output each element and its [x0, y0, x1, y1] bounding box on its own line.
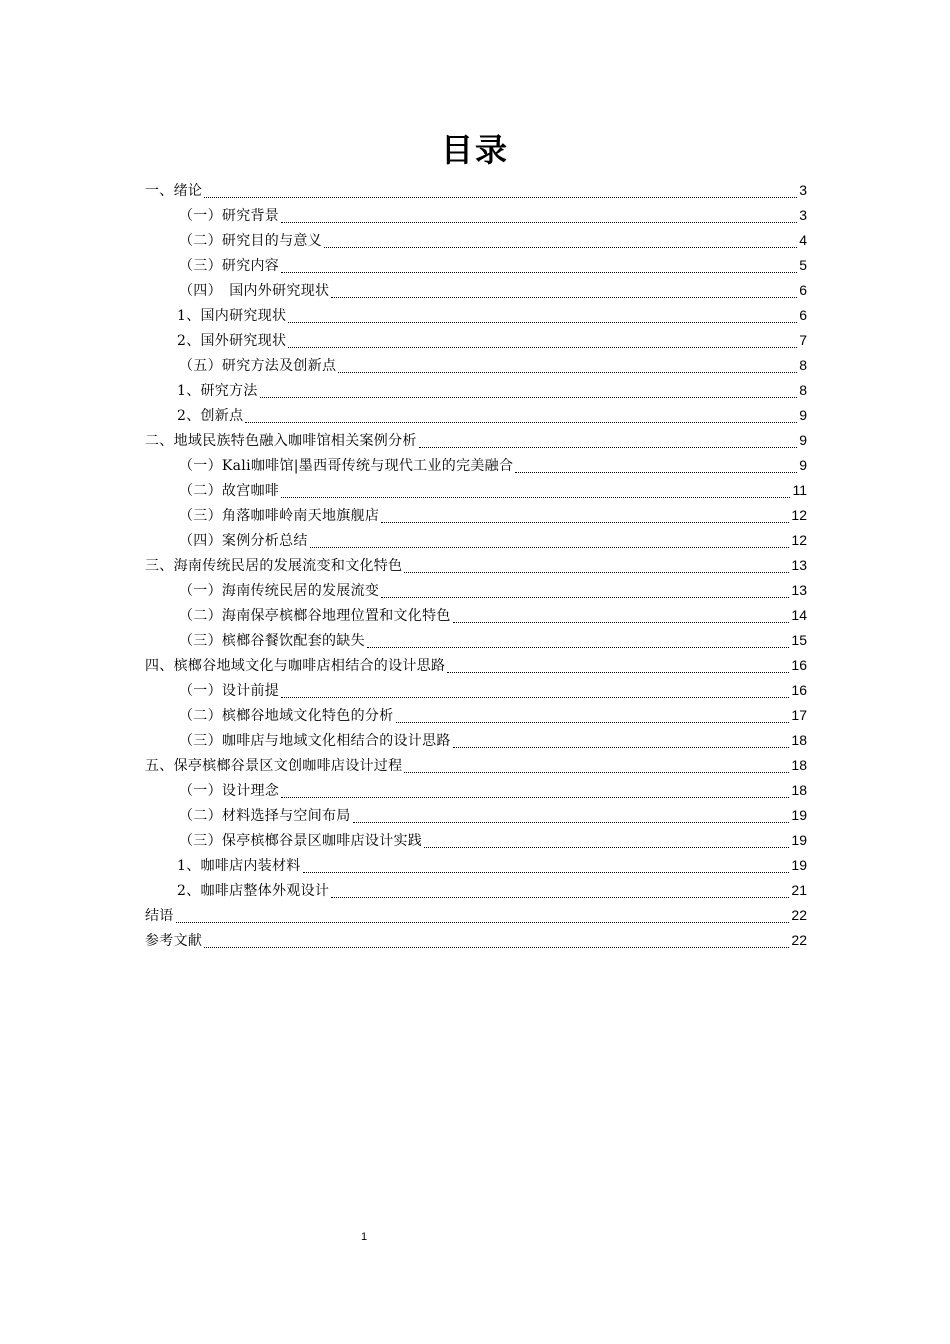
toc-entry-title: （五）研究方法及创新点: [179, 358, 337, 374]
toc-entry-title: （二）研究目的与意义: [179, 233, 322, 249]
dot-leader: [424, 846, 789, 848]
toc-entry[interactable]: [145, 353, 807, 378]
toc-entry-title: （二）材料选择与空间布局: [179, 808, 351, 824]
toc-entry[interactable]: [145, 853, 807, 878]
toc-entry-page-number: 8: [799, 357, 807, 373]
toc-entry-title: （三）槟榔谷餐饮配套的缺失: [179, 633, 365, 649]
toc-entry-page-number: 17: [791, 707, 807, 723]
toc-entry-page-number: 18: [791, 757, 807, 773]
toc-entry-title: 1、研究方法: [177, 383, 258, 399]
toc-entry[interactable]: [145, 753, 807, 778]
toc-entry-page-number: 12: [791, 507, 807, 523]
page-title: 目录: [440, 131, 509, 169]
dot-leader: [353, 821, 790, 823]
toc-entry-page-number: 4: [799, 232, 807, 248]
toc-entry[interactable]: [145, 728, 807, 753]
toc-entry-page-number: 13: [791, 557, 807, 573]
toc-entry-page-number: 19: [791, 807, 807, 823]
dot-leader: [404, 771, 789, 773]
toc-entry-page-number: 7: [799, 332, 807, 348]
toc-entry[interactable]: [145, 878, 807, 903]
toc-entry-title: （二）故宫咖啡: [179, 483, 280, 499]
toc-entry-title: 参考文献: [145, 933, 203, 949]
dot-leader: [404, 571, 789, 573]
toc-entry[interactable]: [145, 903, 807, 928]
toc-entry[interactable]: [145, 328, 807, 353]
toc-entry-page-number: 3: [799, 207, 807, 223]
toc-entry-title: （一）研究背景: [179, 208, 280, 224]
toc-entry[interactable]: [145, 928, 807, 953]
toc-entry[interactable]: [145, 503, 807, 528]
toc-entry-title: （一）海南传统民居的发展流变: [179, 583, 380, 599]
toc-entry-page-number: 16: [791, 657, 807, 673]
toc-entry[interactable]: [145, 803, 807, 828]
toc-entry[interactable]: [145, 828, 807, 853]
toc-entry-page-number: 18: [791, 732, 807, 748]
dot-leader: [331, 296, 797, 298]
toc-entry-page-number: 6: [799, 282, 807, 298]
toc-entry[interactable]: [145, 453, 807, 478]
dot-leader: [245, 421, 797, 423]
toc-entry-page-number: 9: [799, 457, 807, 473]
toc-entry-page-number: 13: [791, 582, 807, 598]
toc-entry[interactable]: [145, 653, 807, 678]
toc-entry[interactable]: [145, 478, 807, 503]
toc-entry-title: 四、槟榔谷地域文化与咖啡店相结合的设计思路: [145, 658, 446, 674]
toc-entry-page-number: 9: [799, 432, 807, 448]
toc-entry-title: （三）角落咖啡岭南天地旗舰店: [179, 508, 380, 524]
toc-entry[interactable]: [145, 778, 807, 803]
dot-leader: [310, 546, 790, 548]
toc-entry-title: （三）研究内容: [179, 258, 280, 274]
toc-entry-page-number: 18: [791, 782, 807, 798]
toc-entry-title: （二）海南保亭槟榔谷地理位置和文化特色: [179, 608, 451, 624]
toc-entry-title: （一）Kali咖啡馆|墨西哥传统与现代工业的完美融合: [179, 458, 514, 474]
toc-entry[interactable]: [145, 178, 807, 203]
dot-leader: [338, 371, 797, 373]
dot-leader: [367, 646, 790, 648]
page-number: 1: [360, 1231, 368, 1243]
toc-entry[interactable]: [145, 253, 807, 278]
dot-leader: [204, 196, 797, 198]
toc-entry-page-number: 5: [799, 257, 807, 273]
dot-leader: [288, 321, 797, 323]
toc-entry-title: （四）案例分析总结: [179, 533, 308, 549]
toc-entry[interactable]: [145, 378, 807, 403]
toc-entry-page-number: 19: [791, 857, 807, 873]
dot-leader: [260, 396, 797, 398]
dot-leader: [331, 896, 789, 898]
dot-leader: [396, 721, 790, 723]
dot-leader: [419, 446, 798, 448]
toc-entry-title: （一）设计前提: [179, 683, 280, 699]
toc-entry-page-number: 11: [792, 482, 807, 498]
table-of-contents: [145, 178, 807, 953]
toc-entry-page-number: 8: [799, 382, 807, 398]
dot-leader: [453, 746, 790, 748]
toc-entry-page-number: 16: [791, 682, 807, 698]
dot-leader: [281, 271, 797, 273]
toc-entry-title: 2、创新点: [177, 408, 244, 424]
toc-entry[interactable]: [145, 603, 807, 628]
toc-entry-page-number: 22: [791, 932, 807, 948]
dot-leader: [288, 346, 797, 348]
toc-entry-page-number: 22: [791, 907, 807, 923]
toc-entry-page-number: 14: [791, 607, 807, 623]
toc-entry-page-number: 3: [799, 182, 807, 198]
toc-entry-title: 2、国外研究现状: [177, 333, 287, 349]
toc-entry[interactable]: [145, 303, 807, 328]
dot-leader: [381, 596, 789, 598]
toc-entry-page-number: 19: [791, 832, 807, 848]
toc-entry-title: （一）设计理念: [179, 783, 280, 799]
dot-leader: [515, 471, 797, 473]
toc-entry-page-number: 12: [791, 532, 807, 548]
toc-entry-title: 二、地域民族特色融入咖啡馆相关案例分析: [145, 433, 417, 449]
toc-entry[interactable]: [145, 403, 807, 428]
dot-leader: [324, 246, 797, 248]
dot-leader: [204, 946, 789, 948]
toc-entry[interactable]: [145, 228, 807, 253]
toc-entry-title: 结语: [145, 908, 174, 924]
toc-entry-title: 2、咖啡店整体外观设计: [177, 883, 330, 899]
dot-leader: [453, 621, 790, 623]
toc-entry[interactable]: [145, 553, 807, 578]
toc-entry-title: （四） 国内外研究现状: [179, 283, 330, 299]
toc-entry-title: 1、咖啡店内装材料: [177, 858, 301, 874]
dot-leader: [281, 221, 797, 223]
toc-entry-title: （三）咖啡店与地域文化相结合的设计思路: [179, 733, 451, 749]
toc-entry-title: （二）槟榔谷地域文化特色的分析: [179, 708, 394, 724]
toc-entry-title: （三）保亭槟榔谷景区咖啡店设计实践: [179, 833, 423, 849]
toc-entry[interactable]: [145, 203, 807, 228]
toc-entry-title: 一、绪论: [145, 183, 203, 199]
dot-leader: [176, 921, 790, 923]
toc-entry[interactable]: [145, 703, 807, 728]
dot-leader: [303, 871, 790, 873]
toc-entry-title: 1、国内研究现状: [177, 308, 287, 324]
toc-entry[interactable]: [145, 528, 807, 553]
toc-entry[interactable]: [145, 578, 807, 603]
toc-entry[interactable]: [145, 628, 807, 653]
toc-entry-title: 三、海南传统民居的发展流变和文化特色: [145, 558, 403, 574]
toc-entry[interactable]: [145, 278, 807, 303]
toc-entry-page-number: 21: [791, 882, 807, 898]
dot-leader: [281, 496, 790, 498]
dot-leader: [381, 521, 789, 523]
toc-entry-page-number: 9: [799, 407, 807, 423]
dot-leader: [281, 796, 789, 798]
dot-leader: [447, 671, 789, 673]
toc-entry-title: 五、保亭槟榔谷景区文创咖啡店设计过程: [145, 758, 403, 774]
toc-entry[interactable]: [145, 678, 807, 703]
toc-entry[interactable]: [145, 428, 807, 453]
toc-entry-page-number: 15: [791, 632, 807, 648]
toc-entry-page-number: 6: [799, 307, 807, 323]
dot-leader: [281, 696, 789, 698]
